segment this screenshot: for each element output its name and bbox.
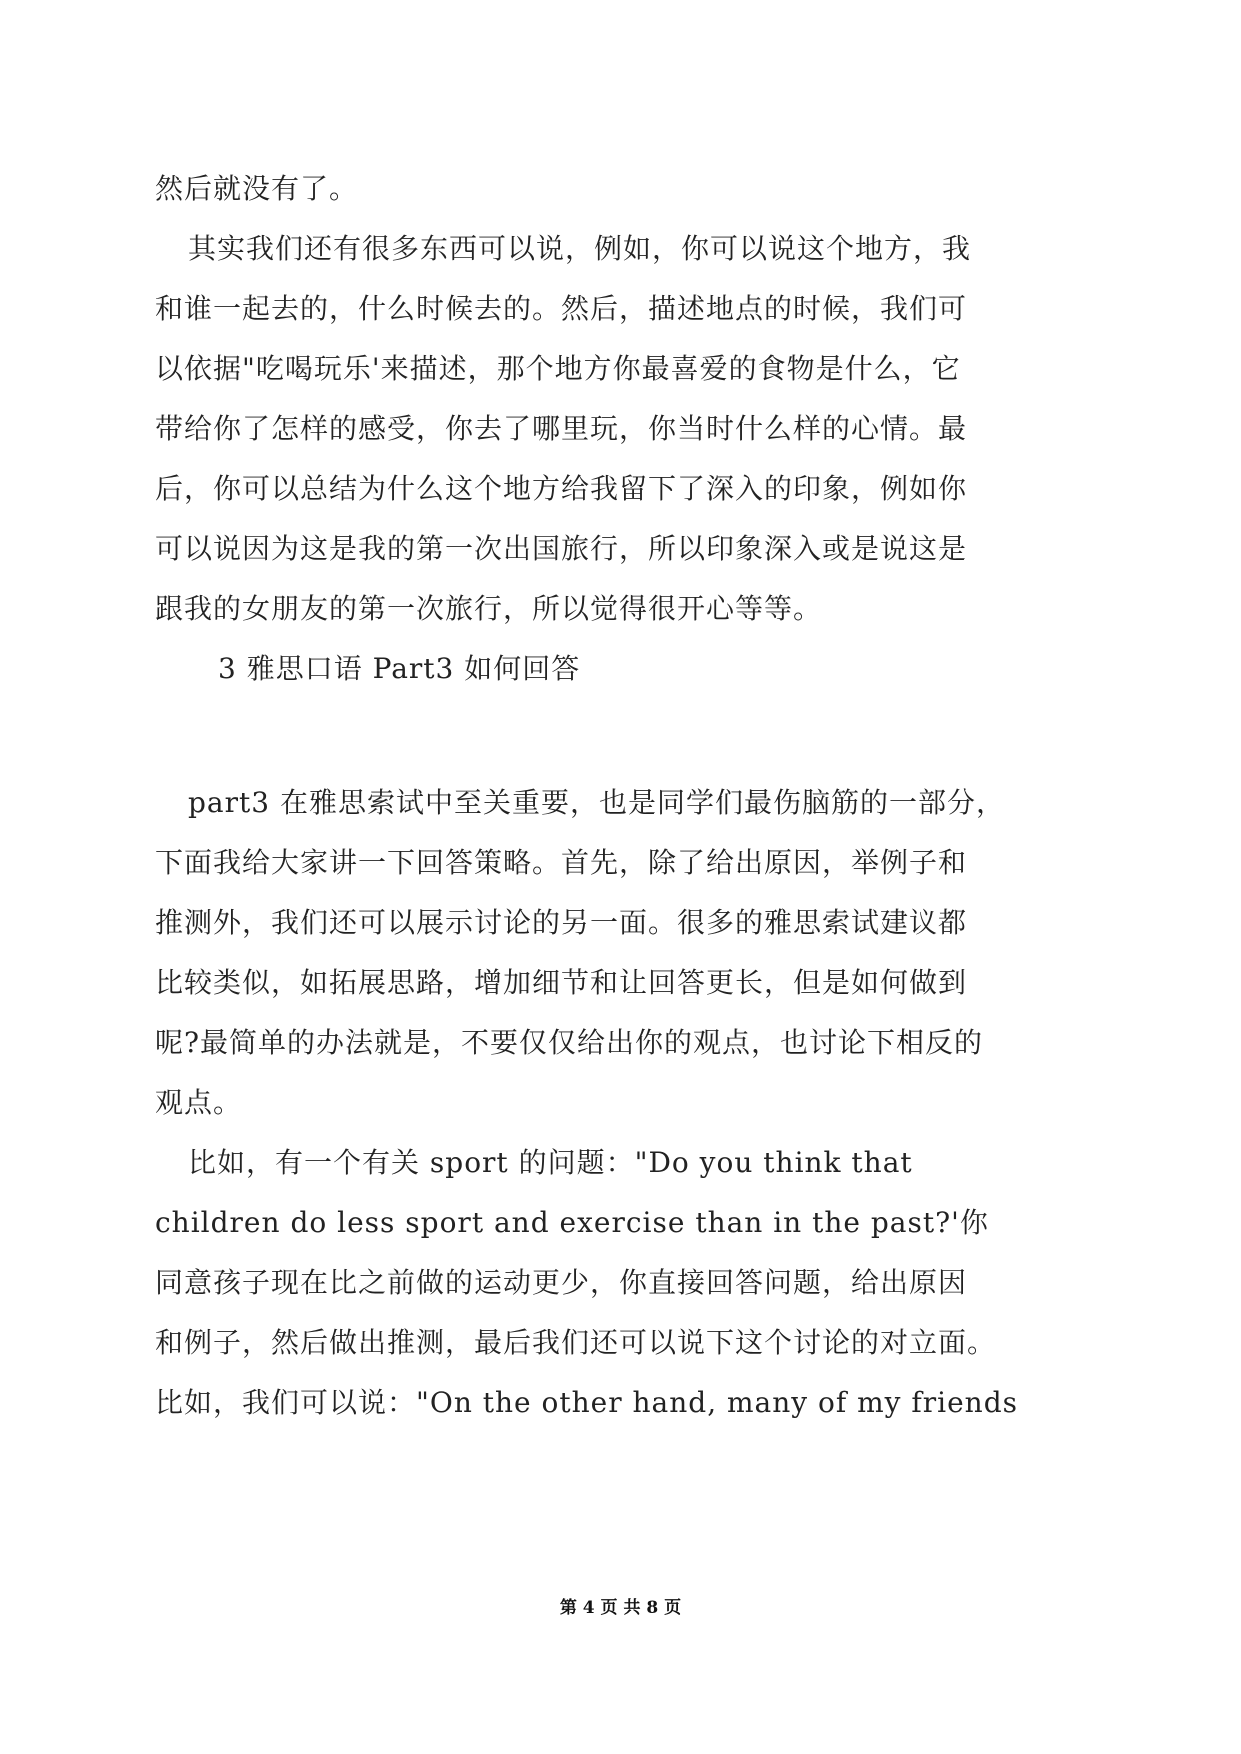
paragraph-line: 后，你可以总结为什么这个地方给我留下了深入的印象，例如你 xyxy=(155,472,968,505)
paragraph-line: 同意孩子现在比之前做的运动更少，你直接回答问题，给出原因 xyxy=(155,1266,968,1299)
paragraph-line: 推测外，我们还可以展示讨论的另一面。很多的雅思索试建议都 xyxy=(155,906,968,939)
paragraph-line: 和例子，然后做出推测，最后我们还可以说下这个讨论的对立面。 xyxy=(155,1326,997,1359)
paragraph-line: 下面我给大家讲一下回答策略。首先，除了给出原因，举例子和 xyxy=(155,846,968,879)
paragraph-line: 比较类似，如拓展思路，增加细节和让回答更长，但是如何做到 xyxy=(155,966,968,999)
paragraph-line: 跟我的女朋友的第一次旅行，所以觉得很开心等等。 xyxy=(155,592,823,625)
paragraph-line: 可以说因为这是我的第一次出国旅行，所以印象深入或是说这是 xyxy=(155,532,968,565)
paragraph-line: 然后就没有了。 xyxy=(155,172,359,205)
paragraph-line: part3 在雅思索试中至关重要，也是同学们最伤脑筋的一部分， xyxy=(188,786,1005,819)
paragraph-line: 带给你了怎样的感受，你去了哪里玩，你当时什么样的心情。最 xyxy=(155,412,968,445)
paragraph-line: 呢?最简单的办法就是，不要仅仅给出你的观点，也讨论下相反的 xyxy=(155,1026,984,1059)
page-number-footer: 第 4 页 共 8 页 xyxy=(559,1598,682,1618)
paragraph-line: 观点。 xyxy=(155,1086,243,1119)
paragraph-line: 以依据"吃喝玩乐'来描述，那个地方你最喜爱的食物是什么，它 xyxy=(155,352,961,385)
paragraph-line: 比如，有一个有关 sport 的问题："Do you think that xyxy=(188,1146,913,1179)
paragraph-line: 比如，我们可以说："On the other hand, many of my friends xyxy=(155,1386,1018,1419)
paragraph-line: children do less sport and exercise than in the past?'你 xyxy=(155,1206,989,1239)
paragraph-line: 和谁一起去的，什么时候去的。然后，描述地点的时候，我们可 xyxy=(155,292,968,325)
section-heading: 3 雅思口语 Part3 如何回答 xyxy=(218,652,581,685)
paragraph-line: 其实我们还有很多东西可以说，例如，你可以说这个地方，我 xyxy=(188,232,972,265)
